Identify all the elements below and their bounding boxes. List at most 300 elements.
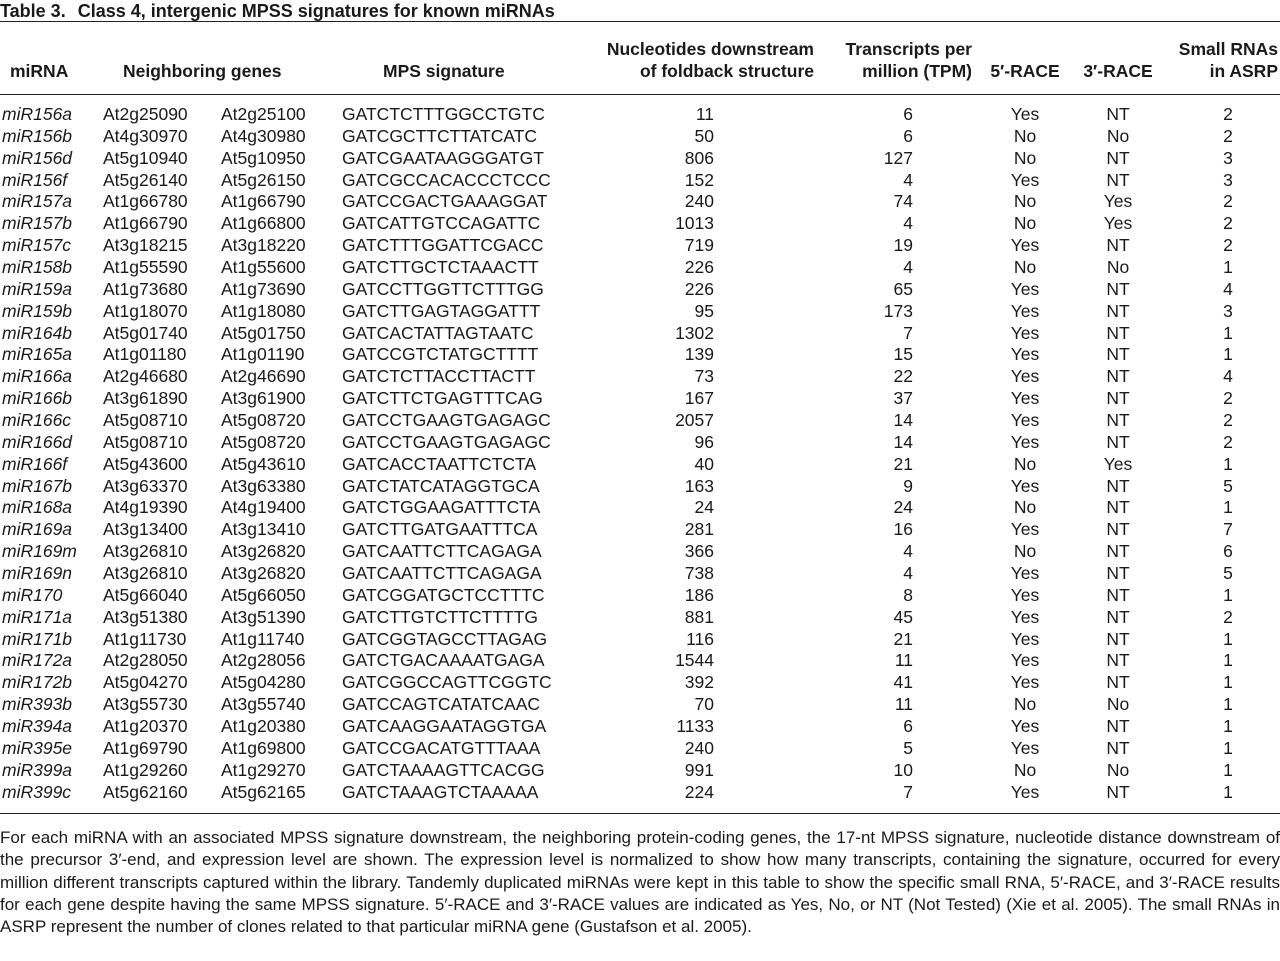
signature-cell: GATCTATCATAGGTGCA xyxy=(342,475,540,496)
tpm-cell: 22 xyxy=(893,366,913,387)
nucleotides-cell: 738 xyxy=(684,563,714,584)
gene2-cell: At4g19400 xyxy=(221,497,306,518)
signature-cell: GATCTTGCTCTAAACTT xyxy=(342,257,539,278)
race5-cell: No xyxy=(1013,147,1037,168)
small-rnas-cell: 1 xyxy=(1223,497,1233,518)
race5-cell: Yes xyxy=(1010,410,1040,431)
gene1-cell: At3g51380 xyxy=(103,606,188,627)
mirna-cell: miR395e xyxy=(2,737,73,758)
race5-cell: Yes xyxy=(1010,737,1040,758)
race3-cell: NT xyxy=(1106,628,1130,649)
race5-cell: Yes xyxy=(1010,475,1040,496)
signature-cell: GATCAAGGAATAGGTGA xyxy=(342,716,547,737)
tpm-cell: 74 xyxy=(893,191,913,212)
race5-cell: Yes xyxy=(1010,584,1040,605)
gene2-cell: At3g26820 xyxy=(221,541,306,562)
gene1-cell: At3g26810 xyxy=(103,563,188,584)
nucleotides-cell: 96 xyxy=(694,431,714,452)
signature-cell: GATCGGCCAGTTCGGTC xyxy=(342,672,552,693)
signature-cell: GATCGGATGCTCCTTTC xyxy=(342,584,545,605)
table-row xyxy=(0,279,1280,301)
gene1-cell: At3g55730 xyxy=(103,694,188,715)
tpm-cell: 173 xyxy=(883,300,913,321)
race3-cell: No xyxy=(1106,125,1130,146)
nucleotides-cell: 240 xyxy=(684,737,714,758)
mirna-cell: miR394a xyxy=(2,716,73,737)
small-rnas-cell: 2 xyxy=(1223,213,1233,234)
tpm-cell: 41 xyxy=(893,672,913,693)
race3-cell: NT xyxy=(1106,147,1130,168)
tpm-cell: 65 xyxy=(893,278,913,299)
gene2-cell: At5g62165 xyxy=(221,781,306,802)
tpm-cell: 4 xyxy=(903,169,913,190)
gene2-cell: At1g66790 xyxy=(221,191,306,212)
race3-cell: NT xyxy=(1106,716,1130,737)
header-3-race: 3′-RACE xyxy=(1083,61,1153,81)
gene2-cell: At1g18080 xyxy=(221,300,306,321)
table-row xyxy=(0,476,1280,498)
race5-cell: Yes xyxy=(1010,322,1040,343)
signature-cell: GATCTCTTACCTTACTT xyxy=(342,366,536,387)
race5-cell: Yes xyxy=(1010,169,1040,190)
table-row xyxy=(0,191,1280,213)
race3-cell: No xyxy=(1106,257,1130,278)
nucleotides-cell: 719 xyxy=(684,235,714,256)
gene2-cell: At3g26820 xyxy=(221,563,306,584)
gene1-cell: At3g13400 xyxy=(103,519,188,540)
gene1-cell: At3g61890 xyxy=(103,388,188,409)
small-rnas-cell: 4 xyxy=(1223,278,1233,299)
gene1-cell: At1g73680 xyxy=(103,278,188,299)
nucleotides-cell: 240 xyxy=(684,191,714,212)
small-rnas-cell: 1 xyxy=(1223,628,1233,649)
small-rnas-cell: 2 xyxy=(1223,606,1233,627)
race3-cell: NT xyxy=(1106,737,1130,758)
header-small-rnas: Small RNAs in ASRP xyxy=(1178,39,1278,81)
race3-cell: NT xyxy=(1106,104,1130,124)
mirna-cell: miR169n xyxy=(2,563,73,584)
tpm-cell: 4 xyxy=(903,541,913,562)
gene2-cell: At5g43610 xyxy=(221,453,306,474)
nucleotides-cell: 881 xyxy=(684,606,714,627)
small-rnas-cell: 1 xyxy=(1223,257,1233,278)
header-nucleotides: Nucleotides downstream of foldback structure xyxy=(606,39,814,81)
race5-cell: Yes xyxy=(1010,104,1040,124)
tpm-cell: 127 xyxy=(883,147,913,168)
table-body xyxy=(0,104,1280,804)
tpm-cell: 4 xyxy=(903,563,913,584)
nucleotides-cell: 152 xyxy=(684,169,714,190)
race3-cell: No xyxy=(1106,694,1130,715)
nucleotides-cell: 186 xyxy=(684,584,714,605)
nucleotides-cell: 1013 xyxy=(675,213,714,234)
table-row xyxy=(0,585,1280,607)
signature-cell: GATCCAGTCATATCAAC xyxy=(342,694,541,715)
small-rnas-cell: 1 xyxy=(1223,694,1233,715)
mirna-cell: miR157b xyxy=(2,213,73,234)
race3-cell: NT xyxy=(1106,519,1130,540)
race3-cell: NT xyxy=(1106,541,1130,562)
nucleotides-cell: 226 xyxy=(684,257,714,278)
race3-cell: NT xyxy=(1106,366,1130,387)
mirna-cell: miR393b xyxy=(2,694,73,715)
mirna-cell: miR170 xyxy=(2,584,63,605)
race5-cell: Yes xyxy=(1010,672,1040,693)
gene2-cell: At1g55600 xyxy=(221,257,306,278)
mirna-cell: miR156d xyxy=(2,147,73,168)
gene2-cell: At3g55740 xyxy=(221,694,306,715)
race5-cell: Yes xyxy=(1010,388,1040,409)
nucleotides-cell: 281 xyxy=(684,519,714,540)
header-rule xyxy=(0,94,1280,95)
mirna-cell: miR156b xyxy=(2,125,73,146)
gene2-cell: At3g61900 xyxy=(221,388,306,409)
mirna-cell: miR166d xyxy=(2,431,73,452)
table-row xyxy=(0,607,1280,629)
nucleotides-cell: 24 xyxy=(694,497,714,518)
gene2-cell: At3g13410 xyxy=(221,519,306,540)
signature-cell: GATCTTCTGAGTTTCAG xyxy=(342,388,543,409)
small-rnas-cell: 1 xyxy=(1223,344,1233,365)
table-caption xyxy=(0,0,555,22)
tpm-cell: 15 xyxy=(893,344,913,365)
small-rnas-cell: 5 xyxy=(1223,475,1233,496)
race5-cell: Yes xyxy=(1010,366,1040,387)
signature-cell: GATCGCTTCTTATCATC xyxy=(342,125,538,146)
tpm-cell: 7 xyxy=(903,322,913,343)
mirna-cell: miR167b xyxy=(2,475,73,496)
race5-cell: Yes xyxy=(1010,344,1040,365)
nucleotides-cell: 40 xyxy=(694,453,714,474)
table-row xyxy=(0,366,1280,388)
gene1-cell: At3g26810 xyxy=(103,541,188,562)
race3-cell: NT xyxy=(1106,584,1130,605)
tpm-cell: 16 xyxy=(893,519,913,540)
gene2-cell: At5g01750 xyxy=(221,322,306,343)
table-footnote: For each miRNA with an associated MPSS signature downstream, the neighboring protein-coding genes, the 17-nt MPSS signature, nucleotide distance downstream of the precursor 3′-end, and expression level are shown. The expression level is normalized to show how many transcripts, containing the signature, occurred for every million different transcripts captured within the library. Tandemly duplicated miRNAs were kept in this table to show the specific small RNA, 5′-RACE, and 3′-RACE results for each gene despite having the same MPSS signature. 5′-RACE and 3′-RACE values are indicated as Yes, No, or NT (Not Tested) (Xie et al. 2005). The small RNAs in ASRP represent the number of clones related to that particular miRNA gene (Gustafson et al. 2005). xyxy=(0,828,1280,937)
gene1-cell: At1g18070 xyxy=(103,300,188,321)
race3-cell: NT xyxy=(1106,563,1130,584)
small-rnas-cell: 1 xyxy=(1223,759,1233,780)
table-row xyxy=(0,301,1280,323)
signature-cell: GATCATTGTCCAGATTC xyxy=(342,213,541,234)
mirna-cell: miR157a xyxy=(2,191,73,212)
race3-cell: NT xyxy=(1106,431,1130,452)
gene2-cell: At3g51390 xyxy=(221,606,306,627)
mirna-cell: miR158b xyxy=(2,257,73,278)
gene1-cell: At2g46680 xyxy=(103,366,188,387)
tpm-cell: 11 xyxy=(894,694,913,715)
gene1-cell: At5g08710 xyxy=(103,410,188,431)
small-rnas-cell: 2 xyxy=(1223,191,1233,212)
gene1-cell: At1g69790 xyxy=(103,737,188,758)
nucleotides-cell: 11 xyxy=(695,104,714,124)
table-row xyxy=(0,170,1280,192)
race5-cell: Yes xyxy=(1010,235,1040,256)
mirna-cell: miR166c xyxy=(2,410,72,431)
table-row xyxy=(0,213,1280,235)
table-row xyxy=(0,235,1280,257)
race3-cell: Yes xyxy=(1103,213,1133,234)
table-row xyxy=(0,716,1280,738)
tpm-cell: 6 xyxy=(903,125,913,146)
small-rnas-cell: 7 xyxy=(1223,519,1233,540)
mirna-cell: miR399c xyxy=(2,781,72,802)
small-rnas-cell: 1 xyxy=(1223,584,1233,605)
table-row xyxy=(0,126,1280,148)
small-rnas-cell: 2 xyxy=(1223,410,1233,431)
signature-cell: GATCGAATAAGGGATGT xyxy=(342,147,544,168)
gene2-cell: At5g66050 xyxy=(221,584,306,605)
nucleotides-cell: 2057 xyxy=(675,410,714,431)
race5-cell: No xyxy=(1013,213,1037,234)
signature-cell: GATCCTGAAGTGAGAGC xyxy=(342,410,551,431)
small-rnas-cell: 1 xyxy=(1223,716,1233,737)
race3-cell: NT xyxy=(1106,475,1130,496)
gene2-cell: At1g29270 xyxy=(221,759,306,780)
table-row xyxy=(0,257,1280,279)
race5-cell: No xyxy=(1013,125,1037,146)
signature-cell: GATCAATTCTTCAGAGA xyxy=(342,541,542,562)
mirna-cell: miR171b xyxy=(2,628,73,649)
header-5-race: 5′-RACE xyxy=(990,61,1060,81)
nucleotides-cell: 73 xyxy=(694,366,714,387)
gene2-cell: At5g08720 xyxy=(221,410,306,431)
gene1-cell: At1g66780 xyxy=(103,191,188,212)
mirna-cell: miR171a xyxy=(2,606,73,627)
signature-cell: GATCTTGTCTTCTTTTG xyxy=(342,606,539,627)
table-row xyxy=(0,432,1280,454)
tpm-cell: 21 xyxy=(893,453,913,474)
race3-cell: NT xyxy=(1106,169,1130,190)
mirna-cell: miR156a xyxy=(2,104,73,124)
small-rnas-cell: 2 xyxy=(1223,235,1233,256)
table-row xyxy=(0,738,1280,760)
nucleotides-cell: 139 xyxy=(684,344,714,365)
race3-cell: NT xyxy=(1106,344,1130,365)
tpm-cell: 19 xyxy=(893,235,913,256)
tpm-cell: 11 xyxy=(894,650,913,671)
race3-cell: NT xyxy=(1106,322,1130,343)
nucleotides-cell: 1302 xyxy=(675,322,714,343)
table-row xyxy=(0,497,1280,519)
mirna-cell: miR157c xyxy=(2,235,72,256)
mirna-cell: miR169a xyxy=(2,519,73,540)
nucleotides-cell: 116 xyxy=(686,628,714,649)
header-tpm: Transcripts per million (TPM) xyxy=(845,39,972,81)
signature-cell: GATCTTTGGATTCGACC xyxy=(342,235,544,256)
table-row xyxy=(0,563,1280,585)
nucleotides-cell: 50 xyxy=(694,125,714,146)
race3-cell: No xyxy=(1106,759,1130,780)
race5-cell: No xyxy=(1013,541,1037,562)
small-rnas-cell: 4 xyxy=(1223,366,1233,387)
header-neighboring-genes: Neighboring genes xyxy=(123,61,282,81)
top-rule xyxy=(0,21,1280,22)
race3-cell: NT xyxy=(1106,497,1130,518)
gene1-cell: At4g30970 xyxy=(103,125,188,146)
gene1-cell: At1g29260 xyxy=(103,759,188,780)
gene2-cell: At1g01190 xyxy=(221,344,305,365)
race3-cell: NT xyxy=(1106,650,1130,671)
nucleotides-cell: 1133 xyxy=(676,716,714,737)
tpm-cell: 14 xyxy=(893,410,913,431)
gene2-cell: At1g11740 xyxy=(221,628,305,649)
nucleotides-cell: 95 xyxy=(694,300,714,321)
race3-cell: NT xyxy=(1106,278,1130,299)
bottom-rule xyxy=(0,813,1280,814)
nucleotides-cell: 163 xyxy=(684,475,714,496)
gene1-cell: At1g01180 xyxy=(103,344,187,365)
small-rnas-cell: 6 xyxy=(1223,541,1233,562)
race5-cell: Yes xyxy=(1010,300,1040,321)
nucleotides-cell: 70 xyxy=(694,694,714,715)
signature-cell: GATCCTTGGTTCTTTGG xyxy=(342,278,544,299)
mirna-cell: miR166f xyxy=(2,453,68,474)
table-row xyxy=(0,388,1280,410)
tpm-cell: 37 xyxy=(893,388,913,409)
mirna-cell: miR159a xyxy=(2,278,73,299)
tpm-cell: 24 xyxy=(893,497,913,518)
header-mps-signature: MPS signature xyxy=(383,61,505,81)
race5-cell: Yes xyxy=(1010,563,1040,584)
table-title: Class 4, intergenic MPSS signatures for known miRNAs xyxy=(77,1,555,21)
table-row xyxy=(0,672,1280,694)
gene1-cell: At2g28050 xyxy=(103,650,188,671)
mirna-cell: miR166b xyxy=(2,388,73,409)
gene2-cell: At3g18220 xyxy=(221,235,306,256)
race5-cell: Yes xyxy=(1010,519,1040,540)
race5-cell: Yes xyxy=(1010,606,1040,627)
race5-cell: No xyxy=(1013,453,1037,474)
gene2-cell: At5g26150 xyxy=(221,169,306,190)
table-row xyxy=(0,519,1280,541)
gene1-cell: At5g26140 xyxy=(103,169,188,190)
gene1-cell: At2g25090 xyxy=(103,104,188,124)
race5-cell: No xyxy=(1013,694,1037,715)
nucleotides-cell: 366 xyxy=(684,541,714,562)
nucleotides-cell: 392 xyxy=(684,672,714,693)
nucleotides-cell: 1544 xyxy=(675,650,714,671)
table-row xyxy=(0,410,1280,432)
small-rnas-cell: 1 xyxy=(1223,453,1233,474)
tpm-cell: 5 xyxy=(903,737,913,758)
mirna-cell: miR156f xyxy=(2,169,68,190)
small-rnas-cell: 1 xyxy=(1223,672,1233,693)
race5-cell: Yes xyxy=(1010,781,1040,802)
gene2-cell: At2g25100 xyxy=(221,104,306,124)
gene1-cell: At1g11730 xyxy=(103,628,187,649)
table-row xyxy=(0,760,1280,782)
nucleotides-cell: 806 xyxy=(684,147,714,168)
gene2-cell: At2g46690 xyxy=(221,366,306,387)
gene1-cell: At5g08710 xyxy=(103,431,188,452)
gene2-cell: At1g69800 xyxy=(221,737,306,758)
table-row xyxy=(0,104,1280,126)
gene2-cell: At4g30980 xyxy=(221,125,306,146)
nucleotides-cell: 224 xyxy=(684,781,714,802)
race3-cell: Yes xyxy=(1103,453,1133,474)
race5-cell: Yes xyxy=(1010,278,1040,299)
small-rnas-cell: 1 xyxy=(1223,737,1233,758)
gene1-cell: At1g66790 xyxy=(103,213,188,234)
mirna-cell: miR399a xyxy=(2,759,73,780)
gene2-cell: At1g66800 xyxy=(221,213,306,234)
signature-cell: GATCAATTCTTCAGAGA xyxy=(342,563,542,584)
small-rnas-cell: 2 xyxy=(1223,388,1233,409)
tpm-cell: 9 xyxy=(903,475,913,496)
nucleotides-cell: 226 xyxy=(684,278,714,299)
small-rnas-cell: 2 xyxy=(1223,431,1233,452)
table-row xyxy=(0,454,1280,476)
mirna-cell: miR165a xyxy=(2,344,73,365)
race3-cell: NT xyxy=(1106,300,1130,321)
race5-cell: Yes xyxy=(1010,628,1040,649)
signature-cell: GATCCGACTGAAAGGAT xyxy=(342,191,548,212)
table-row xyxy=(0,541,1280,563)
race3-cell: Yes xyxy=(1103,191,1133,212)
race3-cell: NT xyxy=(1106,672,1130,693)
mirna-cell: miR164b xyxy=(2,322,73,343)
small-rnas-cell: 1 xyxy=(1223,650,1233,671)
mirna-cell: miR168a xyxy=(2,497,73,518)
table-row xyxy=(0,650,1280,672)
tpm-cell: 4 xyxy=(903,213,913,234)
mirna-cell: miR166a xyxy=(2,366,73,387)
signature-cell: GATCTTGAGTAGGATTT xyxy=(342,300,541,321)
gene1-cell: At3g63370 xyxy=(103,475,188,496)
tpm-cell: 45 xyxy=(893,606,913,627)
gene1-cell: At5g04270 xyxy=(103,672,188,693)
race5-cell: Yes xyxy=(1010,716,1040,737)
race3-cell: NT xyxy=(1106,410,1130,431)
gene1-cell: At5g43600 xyxy=(103,453,188,474)
race5-cell: No xyxy=(1013,497,1037,518)
mirna-cell: miR169m xyxy=(2,541,77,562)
gene1-cell: At1g55590 xyxy=(103,257,188,278)
table-row xyxy=(0,148,1280,170)
gene1-cell: At1g20370 xyxy=(103,716,188,737)
table-row xyxy=(0,694,1280,716)
signature-cell: GATCACCTAATTCTCTA xyxy=(342,453,537,474)
table-row xyxy=(0,323,1280,345)
small-rnas-cell: 3 xyxy=(1223,169,1233,190)
table-row xyxy=(0,344,1280,366)
signature-cell: GATCCTGAAGTGAGAGC xyxy=(342,431,551,452)
race5-cell: Yes xyxy=(1010,431,1040,452)
small-rnas-cell: 5 xyxy=(1223,563,1233,584)
table-row xyxy=(0,629,1280,651)
tpm-cell: 7 xyxy=(903,781,913,802)
signature-cell: GATCTTGATGAATTTCA xyxy=(342,519,538,540)
nucleotides-cell: 167 xyxy=(684,388,714,409)
signature-cell: GATCTGACAAAATGAGA xyxy=(342,650,545,671)
gene2-cell: At3g63380 xyxy=(221,475,306,496)
signature-cell: GATCACTATTAGTAATC xyxy=(342,322,534,343)
race3-cell: NT xyxy=(1106,781,1130,802)
signature-cell: GATCGGTAGCCTTAGAG xyxy=(342,628,548,649)
tpm-cell: 4 xyxy=(903,257,913,278)
nucleotides-cell: 991 xyxy=(684,759,714,780)
tpm-cell: 6 xyxy=(903,716,913,737)
signature-cell: GATCCGTCTATGCTTTT xyxy=(342,344,539,365)
race3-cell: NT xyxy=(1106,606,1130,627)
tpm-cell: 10 xyxy=(893,759,913,780)
small-rnas-cell: 1 xyxy=(1223,322,1233,343)
gene1-cell: At4g19390 xyxy=(103,497,188,518)
signature-cell: GATCTCTTTGGCCTGTC xyxy=(342,104,545,124)
gene2-cell: At1g73690 xyxy=(221,278,306,299)
